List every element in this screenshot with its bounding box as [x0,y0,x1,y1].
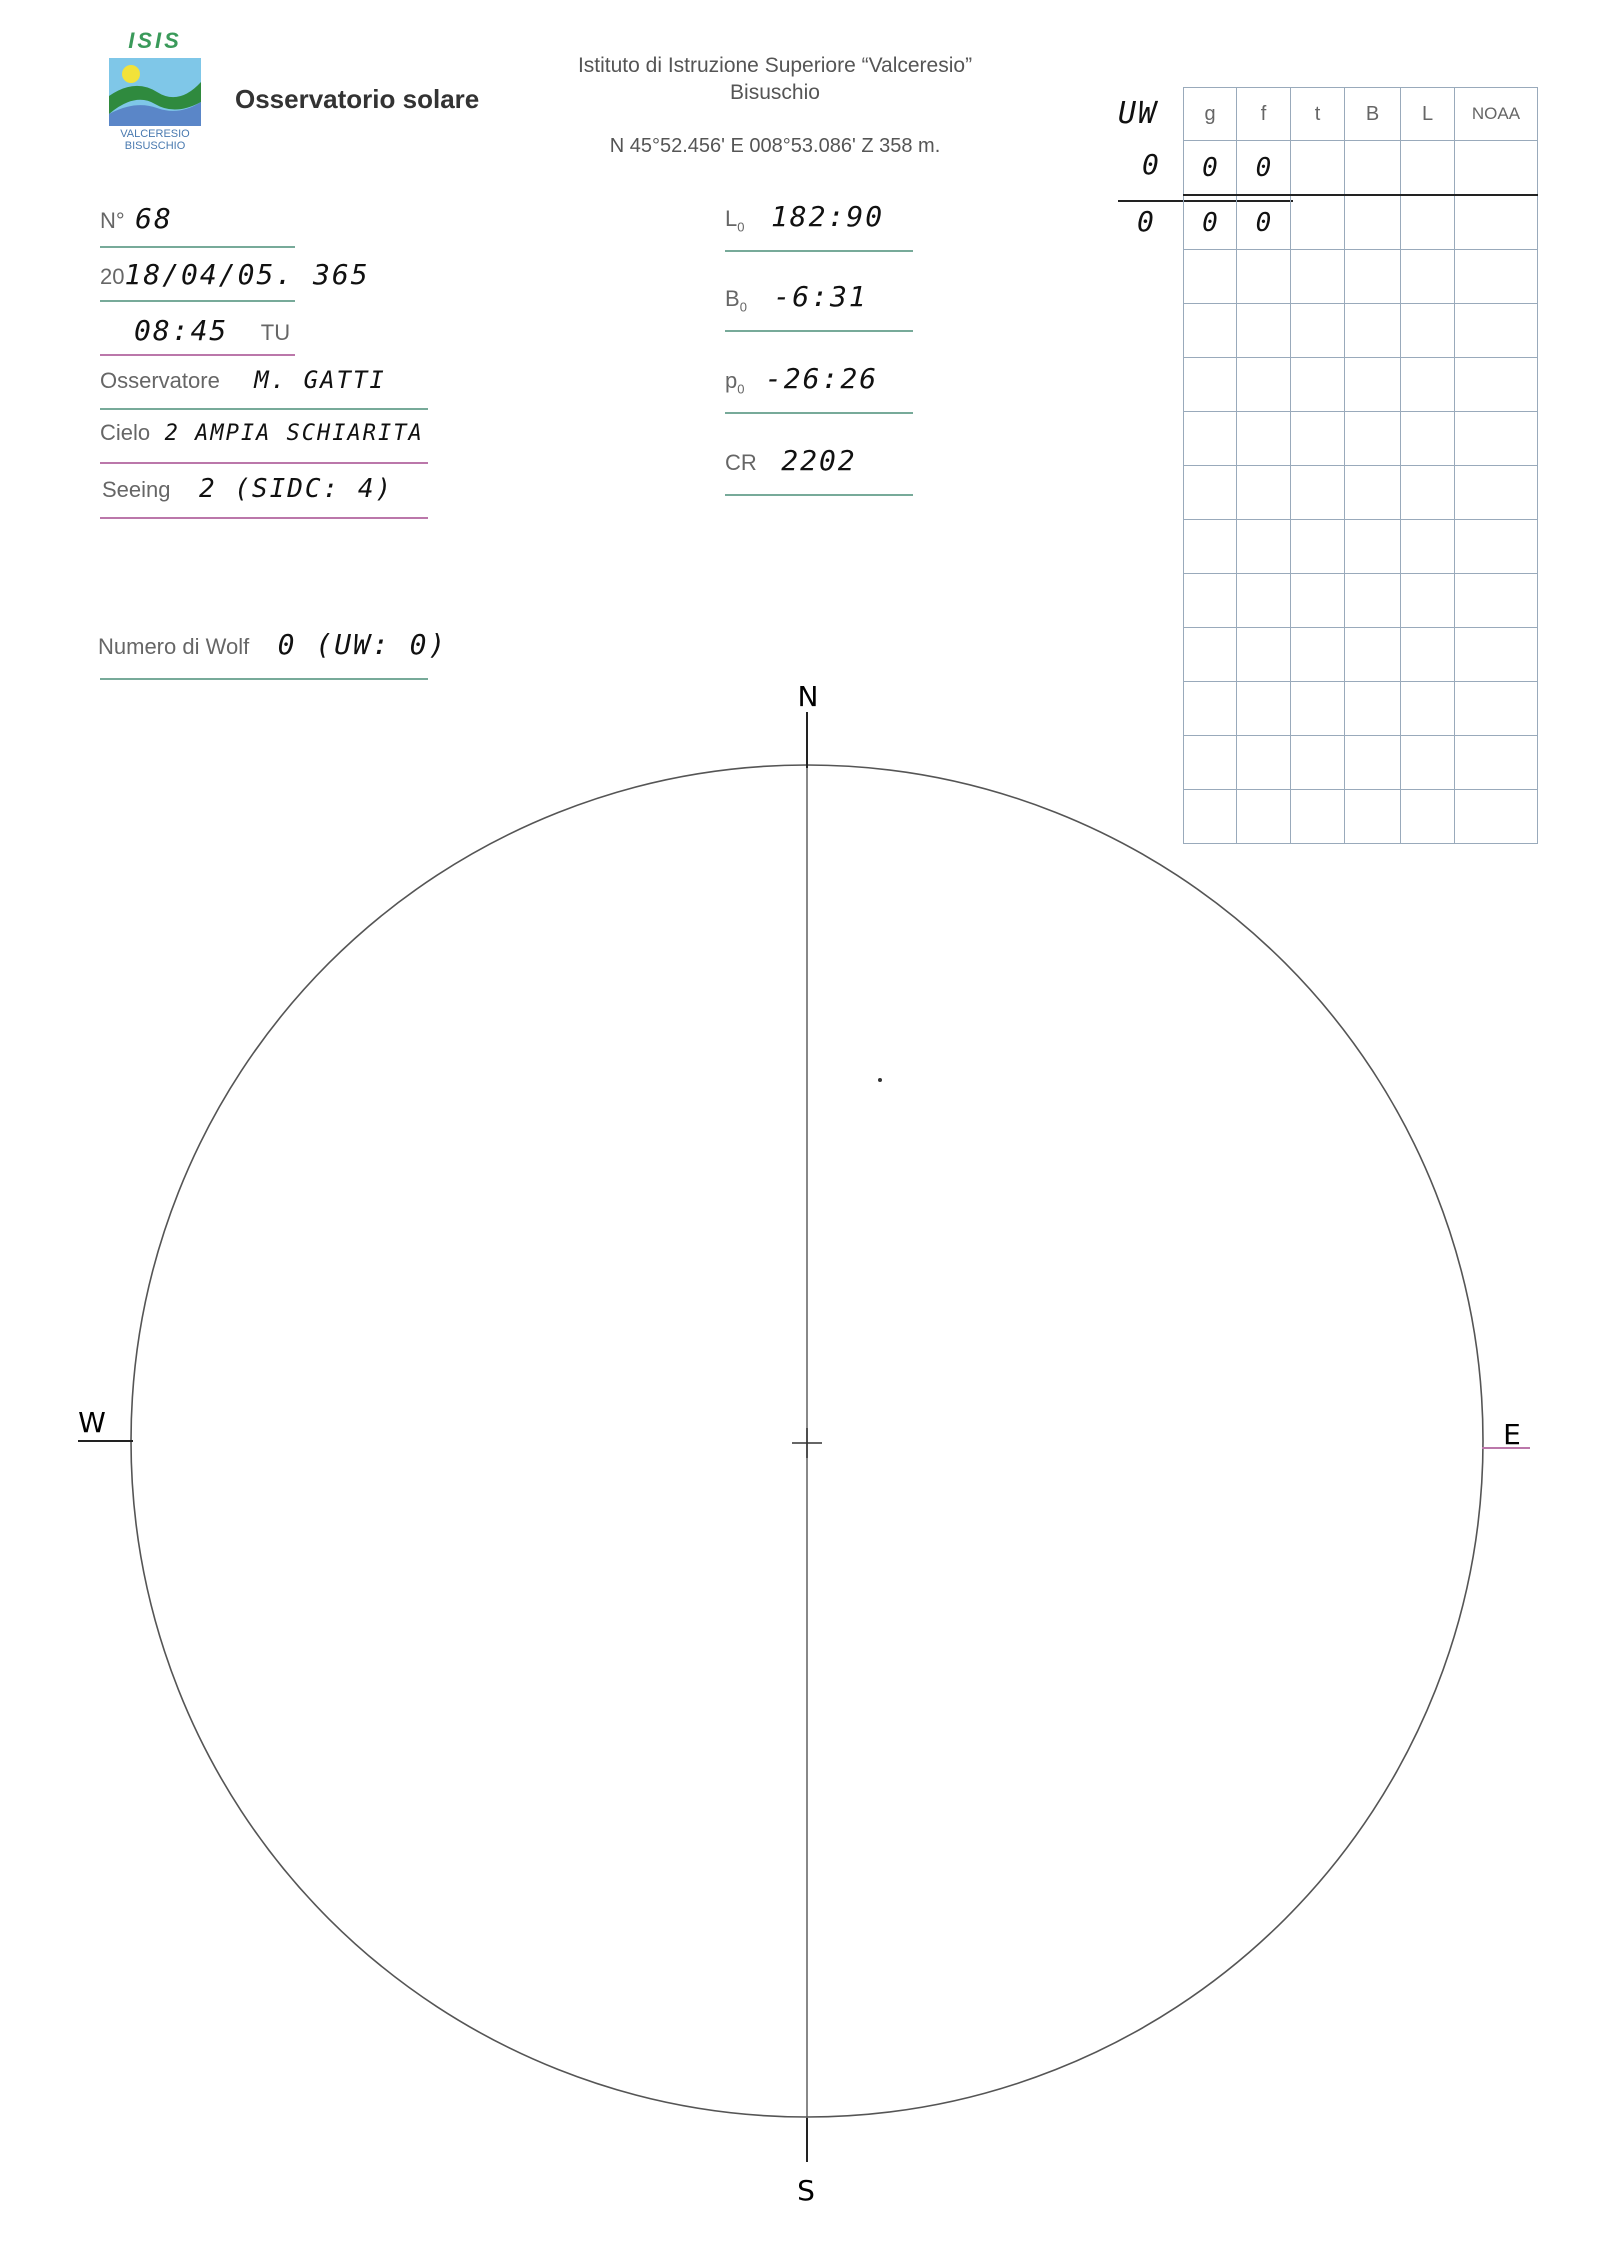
header-l: L [1401,88,1455,141]
time-unit: TU [260,320,291,345]
cell-g: 0 [1184,141,1237,196]
number-label: N° [100,208,125,233]
observer-value: M. GATTI [254,366,386,394]
observatory-title: Osservatorio solare [235,84,480,114]
institute-line1: Istituto di Istruzione Superiore “Valceresio” [577,54,973,77]
l0-value: 182:90 [770,200,885,233]
site-coordinates: N 45°52.456' E 008°53.086' Z 358 m. [609,135,941,157]
date-value: 18/04/05. 365 [124,258,370,291]
observer-label: Osservatore [100,368,220,393]
uw-value-row1: 0 [1142,148,1161,181]
p0-label: $p_0$ [725,368,745,397]
logo-bottom-line1: VALCERESIO [120,128,190,140]
b0-label: $B_0$ [725,286,747,315]
institute-line2: Bisuschio [730,81,820,104]
cell-f: 0 [1237,195,1291,250]
header-t: t [1291,88,1345,141]
number-value: 68 [135,202,173,235]
uw-label: UW [1118,96,1159,131]
header-f: f [1237,88,1291,141]
logo-top-text: ISIS [128,28,182,53]
compass-south: S [797,2174,815,2207]
uw-value-row2: 0 [1137,205,1156,238]
compass-east: E [1503,1418,1521,1451]
date-prefix: 20 [100,264,125,289]
l0-label: $L_0$ [725,206,745,235]
sky-label: Cielo [100,420,151,445]
seeing-label: Seeing [102,477,171,502]
time-value: 08:45 [134,314,229,347]
wolf-label: Numero di Wolf [98,634,250,659]
cr-label: CR [725,450,757,475]
cr-value: 2202 [781,444,857,477]
header-noaa: NOAA [1455,88,1538,141]
wolf-value: 0 (UW: 0) [277,628,448,661]
header-b: B [1345,88,1401,141]
cell-g: 0 [1184,195,1237,250]
logo-bottom-line2: BISUSCHIO [124,140,186,152]
p0-value: -26:26 [764,362,879,395]
header-g: g [1184,88,1237,141]
compass-north: N [797,680,819,713]
speck [878,1078,882,1082]
b0-value: -6:31 [773,280,868,313]
cell-f: 0 [1237,141,1291,196]
sky-value: 2 AMPIA SCHIARITA [164,421,424,446]
seeing-value: 2 (SIDC: 4) [198,474,394,504]
compass-west: W [78,1406,106,1439]
